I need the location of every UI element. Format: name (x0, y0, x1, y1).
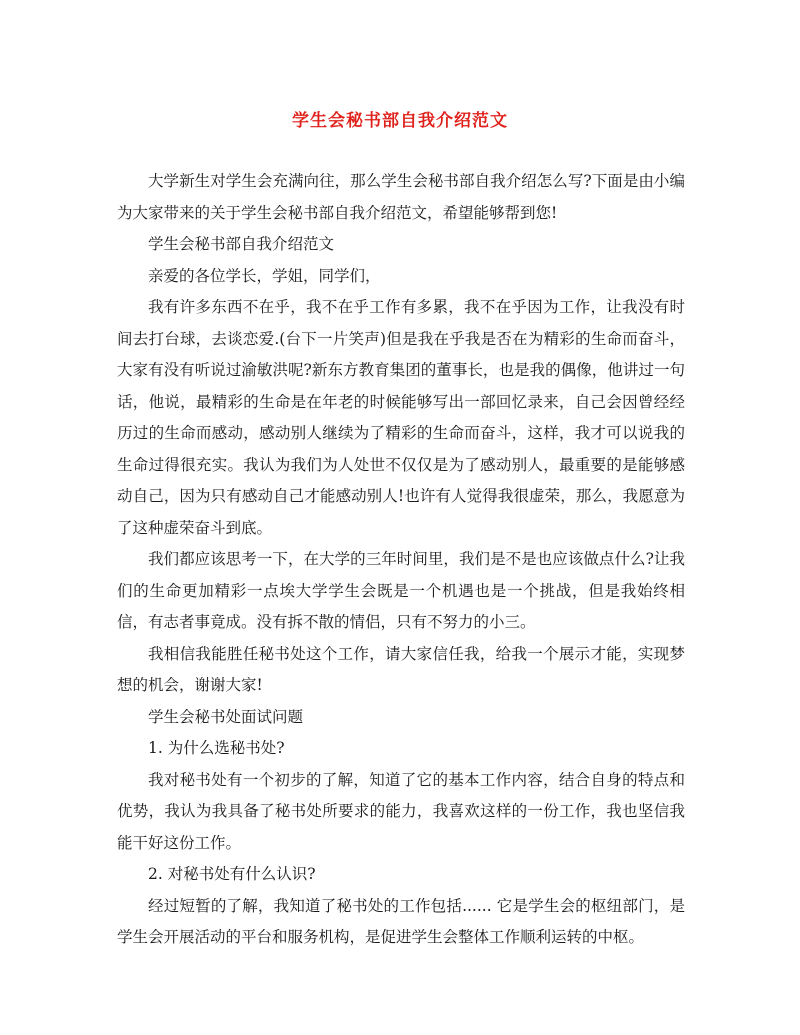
document-title: 学生会秘书部自我介绍范文 (292, 111, 508, 131)
paragraph-body: 我有许多东西不在乎，我不在乎工作有多累，我不在乎因为工作，让我没有时间去打台球，去谈恋爱.(台下一片笑声)但是我在乎我是否在为精彩的生命而奋斗，大家有没有听说过渝敏洪呢?新东方教育集团的董事长，也是我的偶像，他讲过一句话，他说，最精彩的生命是在年老的时候能够写出一部回忆录来，自己会因曾经经历过的生命而感动，感动别人继续为了精彩的生命而奋斗，这样，我才可以说我的生命过得很充实。我认为我们为人处世不仅仅是为了感动别人，最重要的是能够感动自己，因为只有感动自己才能感动别人!也许有人觉得我很虚荣，那么，我愿意为了这种虚荣奋斗到底。 (117, 298, 685, 537)
paragraph-question: 1. 为什么选秘书处? (148, 739, 285, 757)
paragraph-question: 2. 对秘书处有什么认识? (148, 865, 316, 883)
paragraph-body: 我相信我能胜任秘书处这个工作，请大家信任我，给我一个展示才能，实现梦想的机会，谢谢大家! (117, 644, 685, 694)
paragraph-answer: 经过短暂的了解，我知道了秘书处的工作包括...... 它是学生会的枢纽部门，是学生会开展活动的平台和服务机构，是促进学生会整体工作顺利运转的中枢。 (117, 896, 685, 946)
paragraph-section-heading: 学生会秘书处面试问题 (148, 707, 304, 726)
document-body (117, 166, 685, 954)
paragraph-answer: 我对秘书处有一个初步的了解，知道了它的基本工作内容，结合自身的特点和优势，我认为我具备了秘书处所要求的能力，我喜欢这样的一份工作，我也坚信我能干好这份工作。 (117, 770, 685, 852)
paragraph-body: 我们都应该思考一下，在大学的三年时间里，我们是不是也应该做点什么?让我们的生命更加精彩一点埃大学学生会既是一个机遇也是一个挑战，但是我始终相信，有志者事竟成。没有拆不散的情侣，只有不努力的小三。 (117, 550, 685, 631)
paragraph-greeting: 亲爱的各位学长，学姐，同学们， (148, 266, 381, 285)
paragraph-subheading: 学生会秘书部自我介绍范文 (148, 235, 335, 253)
paragraph-intro: 大学新生对学生会充满向往，那么学生会秘书部自我介绍怎么写?下面是由小编为大家带来的关于学生会秘书部自我介绍范文，希望能够帮到您! (117, 172, 685, 222)
